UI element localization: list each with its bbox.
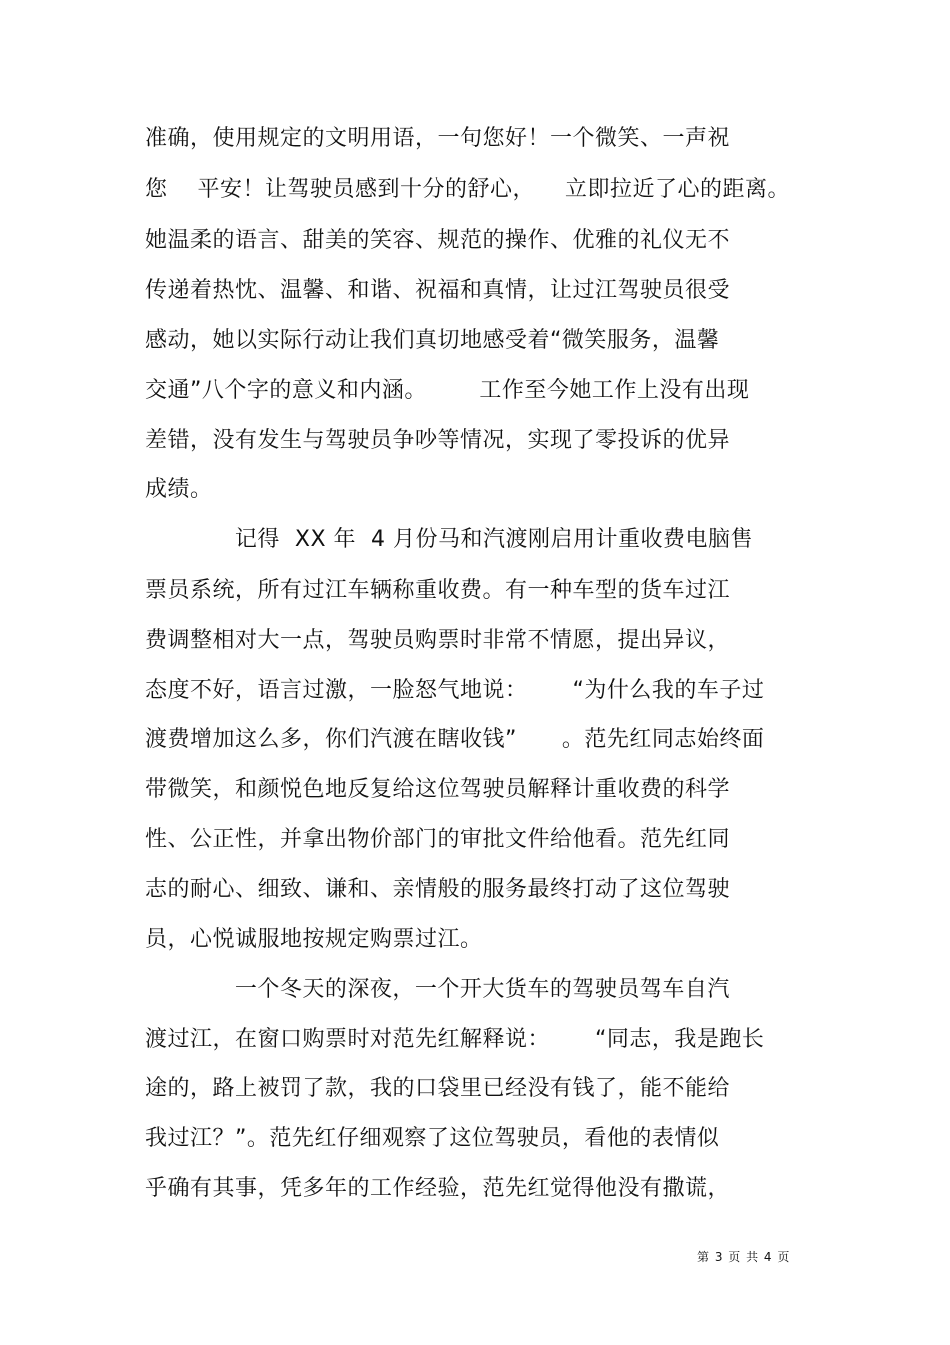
text-line: 您 平安！让驾驶员感到十分的舒心， 立即拉近了心的距离。 <box>145 177 790 202</box>
text-line: 一个冬天的深夜，一个开大货车的驾驶员驾车自汽 <box>145 977 730 1002</box>
text-line: 员，心悦诚服地按规定购票过江。 <box>145 927 483 952</box>
text-line: 渡过江，在窗口购票时对范先红解释说： “同志，我是跑长 <box>145 1027 765 1052</box>
text-line: 志的耐心、细致、谦和、亲情般的服务最终打动了这位驾驶 <box>145 877 731 902</box>
text-line: 差错，没有发生与驾驶员争吵等情况，实现了零投诉的优异 <box>145 428 731 453</box>
text-line: 我过江？”。范先红仔细观察了这位驾驶员，看他的表情似 <box>145 1126 720 1151</box>
text-line: 态度不好，语言过激，一脸怒气地说： “为什么我的车子过 <box>145 678 765 703</box>
text-line: 成绩。 <box>145 477 213 502</box>
text-line: 她温柔的语言、甜美的笑容、规范的操作、优雅的礼仪无不 <box>145 228 731 253</box>
text-line: 乎确有其事，凭多年的工作经验，范先红觉得他没有撒谎， <box>145 1176 731 1201</box>
text-line: 费调整相对大一点，驾驶员购票时非常不情愿，提出异议， <box>145 628 731 653</box>
text-line: 性、公正性，并拿出物价部门的审批文件给他看。范先红同 <box>145 827 731 852</box>
text-line: 途的，路上被罚了款，我的口袋里已经没有钱了，能不能给 <box>145 1076 731 1101</box>
text-line: 带微笑，和颜悦色地反复给这位驾驶员解释计重收费的科学 <box>145 777 731 802</box>
text-line: 准确，使用规定的文明用语，一句您好！一个微笑、一声祝 <box>145 126 731 151</box>
text-line: 感动，她以实际行动让我们真切地感受着“微笑服务，温馨 <box>145 328 720 353</box>
text-line: 交通”八个字的意义和内涵。 工作至今她工作上没有出现 <box>145 378 750 403</box>
text-line: 票员系统，所有过江车辆称重收费。有一种车型的货车过江 <box>145 578 731 603</box>
text-line: 传递着热忱、温馨、和谐、祝福和真情，让过江驾驶员很受 <box>145 278 731 303</box>
page-number: 第 3 页 共 4 页 <box>697 1250 791 1264</box>
text-line: 渡费增加这么多，你们汽渡在瞎收钱” 。范先红同志始终面 <box>145 727 765 752</box>
text-line: 记得 XX 年 4 月份马和汽渡刚启用计重收费电脑售 <box>145 527 754 552</box>
